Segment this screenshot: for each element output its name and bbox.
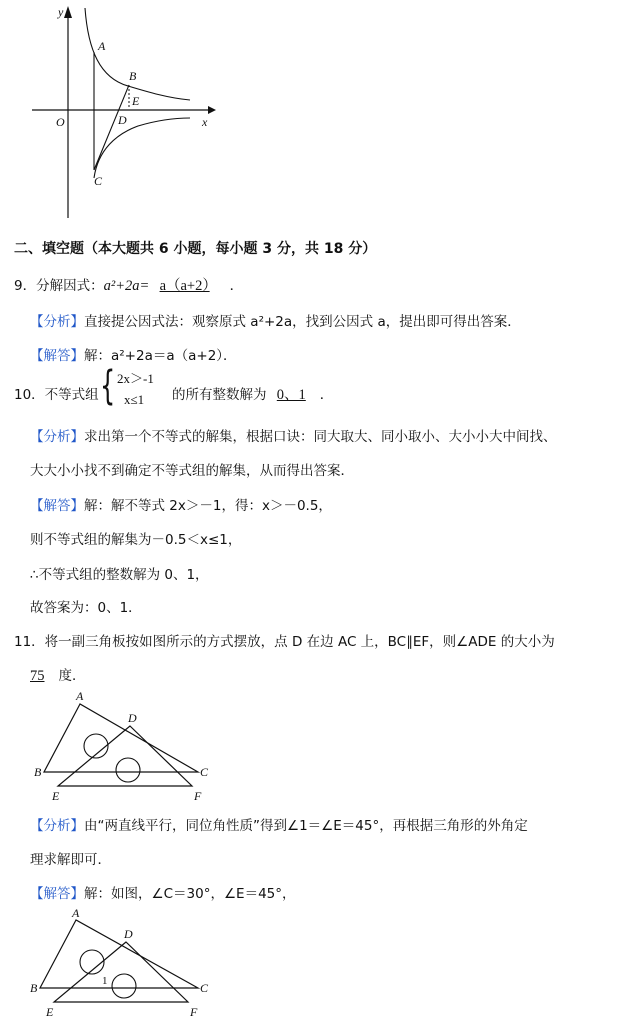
q10-solution-line3: ∴不等式组的整数解为 0、1， (30, 567, 209, 583)
q11-stem-suffix: 度． (58, 668, 86, 684)
fig2-angle-1: 1 (102, 975, 108, 987)
q10-stem-rest (172, 383, 333, 404)
q10-solution-text1: 解：解不等式 2x＞－1，得：x＞－0.5， (84, 498, 332, 514)
y-label: y (58, 5, 64, 19)
q11-solution-line1 (30, 882, 296, 902)
q10-analysis-tag: 【分析】 (30, 429, 84, 445)
fig2-D: D (124, 927, 133, 941)
fig2-E: E (46, 1005, 54, 1019)
q9-analysis (30, 310, 521, 330)
q9-stem-prefix: 9．分解因式： (14, 278, 104, 294)
triangle-figure-1 (30, 688, 220, 804)
triangle-ABC (44, 704, 198, 772)
lower-curve (94, 118, 190, 178)
fig2-A: A (72, 906, 80, 920)
q10-analysis-text1: 求出第一个不等式的解集，根据口诀：同大取大、同小取小、大小小大中间找、 (84, 429, 557, 445)
q11-analysis-text1: 由“两直线平行，同位角性质”得到∠1＝∠E＝45°，再根据三角形的外角定 (84, 818, 528, 834)
q9-stem (14, 274, 243, 295)
segment-BC (94, 85, 129, 170)
q11-solution-tag: 【解答】 (30, 886, 84, 902)
q10-analysis-line2: 大大小小找不到确定不等式组的解集，从而得出答案． (30, 463, 354, 479)
q11-analysis-line2: 理求解即可． (30, 852, 111, 868)
point-E: E (132, 94, 140, 108)
q9-answer: a（a+2） (159, 278, 210, 294)
triangle-EDF-2 (54, 942, 188, 1002)
q9-analysis-text: 直接提公因式法：观察原式 a²+2a，找到公因式 a，提出即可得出答案． (84, 314, 521, 330)
fig2-B: B (30, 981, 38, 995)
q10-solution-tag: 【解答】 (30, 498, 84, 514)
triangle-figure-2 (28, 906, 218, 1024)
fig1-E: E (52, 789, 60, 803)
q10-inequality-2: x≤1 (124, 392, 145, 407)
q9-solution-tag: 【解答】 (30, 348, 84, 364)
q10-brace: { (100, 363, 116, 409)
q10-stem-suffix: ． (319, 387, 334, 403)
section-heading: 二、填空题（本大题共 6 小题，每小题 3 分，共 18 分） (14, 241, 377, 257)
q9-analysis-tag: 【分析】 (30, 314, 84, 330)
triangle-EDF (58, 726, 192, 786)
q9-solution-text: 解：a²+2a＝a（a+2）． (84, 348, 237, 364)
fig1-C: C (200, 765, 209, 779)
q11-analysis-tag: 【分析】 (30, 818, 84, 834)
q10-analysis-line1 (30, 425, 557, 445)
q11-answer: 75 (30, 668, 45, 684)
q10-stem-prefix: 10．不等式组 (14, 387, 99, 403)
q9-expression: a²+2a= (103, 278, 150, 294)
point-C: C (94, 174, 103, 188)
x-label: x (202, 115, 208, 129)
q10-inequality-1: 2x＞-1 (117, 371, 154, 386)
q10-solution-line1 (30, 494, 332, 514)
q11-stem-line2 (30, 664, 86, 685)
fig1-F: F (194, 789, 202, 803)
fig1-B: B (34, 765, 42, 779)
origin-label: O (56, 115, 65, 129)
q11-stem-line1: 11．将一副三角板按如图所示的方式摆放，点 D 在边 AC 上，BC∥EF，则∠ADE 的大小为 (14, 634, 555, 650)
x-axis-arrow (208, 106, 216, 114)
fig1-A: A (76, 689, 84, 703)
fig2-C: C (200, 981, 209, 995)
point-B: B (129, 69, 137, 83)
upper-curve (85, 8, 190, 100)
q10-stem-mid: 的所有整数解为 (172, 387, 267, 403)
q9-stem-suffix: ． (229, 278, 244, 294)
q10-answer: 0、1 (276, 387, 306, 403)
q10-solution-line4: 故答案为：0、1． (30, 600, 142, 616)
triangle-ABC-2 (40, 920, 198, 988)
q11-analysis-line1 (30, 814, 528, 834)
fig2-F: F (190, 1005, 198, 1019)
circle-4 (112, 974, 136, 998)
circle-2 (116, 758, 140, 782)
q10-solution-line2: 则不等式组的解集为－0.5＜x≤1， (30, 532, 242, 548)
fig1-D: D (128, 711, 137, 725)
point-A: A (98, 39, 106, 53)
q9-solution (30, 344, 237, 364)
q11-solution-text1: 解：如图，∠C＝30°，∠E＝45°， (84, 886, 296, 902)
hyperbola-graph (28, 0, 218, 222)
y-axis-arrow (64, 6, 72, 18)
point-D: D (118, 113, 127, 127)
